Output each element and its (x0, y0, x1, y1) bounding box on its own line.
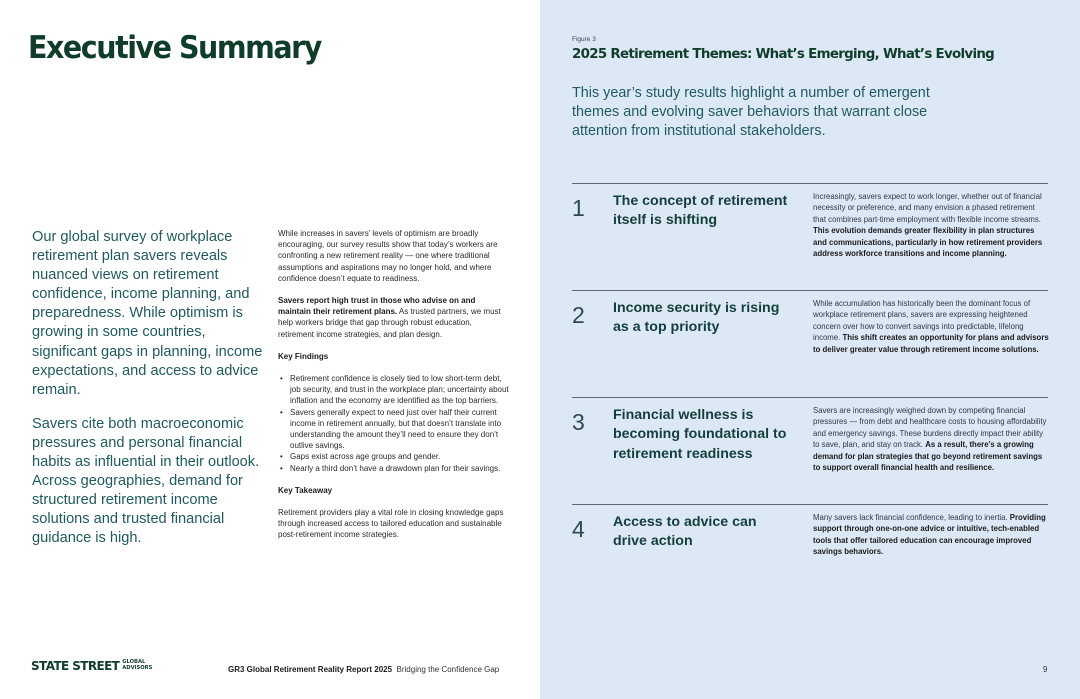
theme-heading: Income security is rising as a top priority (613, 300, 780, 336)
theme-row (572, 183, 1048, 290)
figure-intro: This year’s study results highlight a number of emergent themes and evolving saver behaviors that warrant close attention from institutional stakeholders. (572, 85, 930, 140)
theme-description (813, 405, 1049, 473)
report-title: GR3 Global Retirement Reality Report 2025 (228, 665, 393, 674)
theme-heading: Financial wellness is becoming foundational to retirement readiness (613, 407, 787, 462)
watermark: 大数跨境 (8, 671, 77, 688)
page-number: 9 (1043, 665, 1048, 674)
theme-number: 1 (572, 195, 585, 221)
key-takeaway-heading: Key Takeaway (278, 485, 333, 495)
intro-text (32, 228, 264, 549)
brand-name: STATE STREET (31, 659, 120, 673)
list-item: • Nearly a third don’t have a drawdown plan for their savings. (278, 463, 510, 474)
body-paragraph-emphasis: Savers report high trust in those who advise on and maintain their retirement plans. (278, 296, 476, 317)
theme-heading: The concept of retirement itself is shifting (613, 193, 788, 229)
theme-text: While accumulation has historically been the dominant focus of workplace retirement plans, savers are expressing heightened concern over how to convert savings into predictable, lifelong income. (813, 299, 1031, 343)
intro-paragraph: Our global survey of workplace retirement plan savers reveals nuanced views on retirement confidence, income planning, and preparedness. While optimism is growing in some countries, significant gaps in planning, income expectations, and access to advice remain. (32, 229, 263, 398)
theme-row (572, 504, 1048, 584)
body-paragraph-text: As trusted partners, we must help workers bridge that gap through robust education, retirement income strategies, and plan design. (278, 307, 501, 339)
intro-paragraph: Savers cite both macroeconomic pressures and personal financial habits as influential in their outlook. Across geographies, demand for structured retirement income solutions and trusted financial guidance is high. (32, 415, 260, 547)
summary-body (278, 228, 510, 552)
theme-emphasis: Providing support through one-on-one advice or intuitive, tech-enabled tools that offer tailored education can encourage improved savings behaviors. (813, 513, 1046, 557)
key-findings-list (278, 373, 510, 474)
theme-row (572, 397, 1048, 504)
theme-description (813, 512, 1049, 558)
theme-number: 2 (572, 302, 585, 328)
theme-description (813, 298, 1049, 355)
brand-subtitle: GLOBAL ADVISORS (122, 659, 153, 671)
theme-row (572, 290, 1048, 397)
body-paragraph: While increases in savers’ levels of optimism are broadly encouraging, our survey results show that today’s workers are confronting a new retirement reality — one where traditional assumptions and aspirations may no longer hold, and where confidence doesn’t equate to readiness. (278, 229, 498, 283)
theme-emphasis: This shift creates an opportunity for plans and advisors to deliver greater value through retirement income solutions. (813, 333, 1049, 354)
key-takeaway-text: Retirement providers play a vital role in closing knowledge gaps through increased access to tailored education and sustainable post-retirement income strategies. (278, 508, 504, 540)
list-item: • Gaps exist across age groups and gender. (278, 451, 510, 462)
report-footer (228, 665, 499, 674)
figure-title: 2025 Retirement Themes: What’s Emerging, What’s Evolving (572, 47, 995, 62)
theme-number: 3 (572, 409, 585, 435)
theme-emphasis: This evolution demands greater flexibility in plan structures and communications, particularly in how retirement providers address workforce transitions and income planning. (813, 226, 1043, 259)
theme-heading: Access to advice can drive action (613, 514, 757, 550)
figure-label: Figure 3 (572, 36, 596, 43)
list-item: • Savers generally expect to need just over half their current income in retirement annually, but that doesn’t translate into understanding the amount they’ll need to ensure they don’t outlive savings. (278, 407, 510, 452)
theme-emphasis: As a result, there’s a growing demand for plan strategies that go beyond retirement savings to support overall financial health and resilience. (813, 440, 1043, 473)
theme-number: 4 (572, 516, 585, 542)
theme-text: Savers are increasingly weighed down by competing financial pressures — from debt and healthcare costs to housing affordability and emergency savings. These burdens directly impact their ability to save, plan, and stay on track. (813, 406, 1047, 450)
page-title: Executive Summary (28, 30, 321, 66)
theme-description (813, 191, 1049, 259)
theme-text: Many savers lack financial confidence, leading to inertia. (813, 513, 1010, 522)
theme-text: Increasingly, savers expect to work longer, whether out of financial necessity or preference, and many envision a phased retirement that combines part-time employment with flexible income streams. (813, 192, 1042, 224)
list-item: • Retirement confidence is closely tied to low short-term debt, job security, and trust in the workplace plan; uncertainty about inflation and the economy are identified as the top barriers. (278, 373, 510, 407)
body-paragraph (278, 295, 510, 340)
key-findings-heading: Key Findings (278, 351, 329, 361)
report-subtitle: Bridging the Confidence Gap (396, 665, 500, 674)
